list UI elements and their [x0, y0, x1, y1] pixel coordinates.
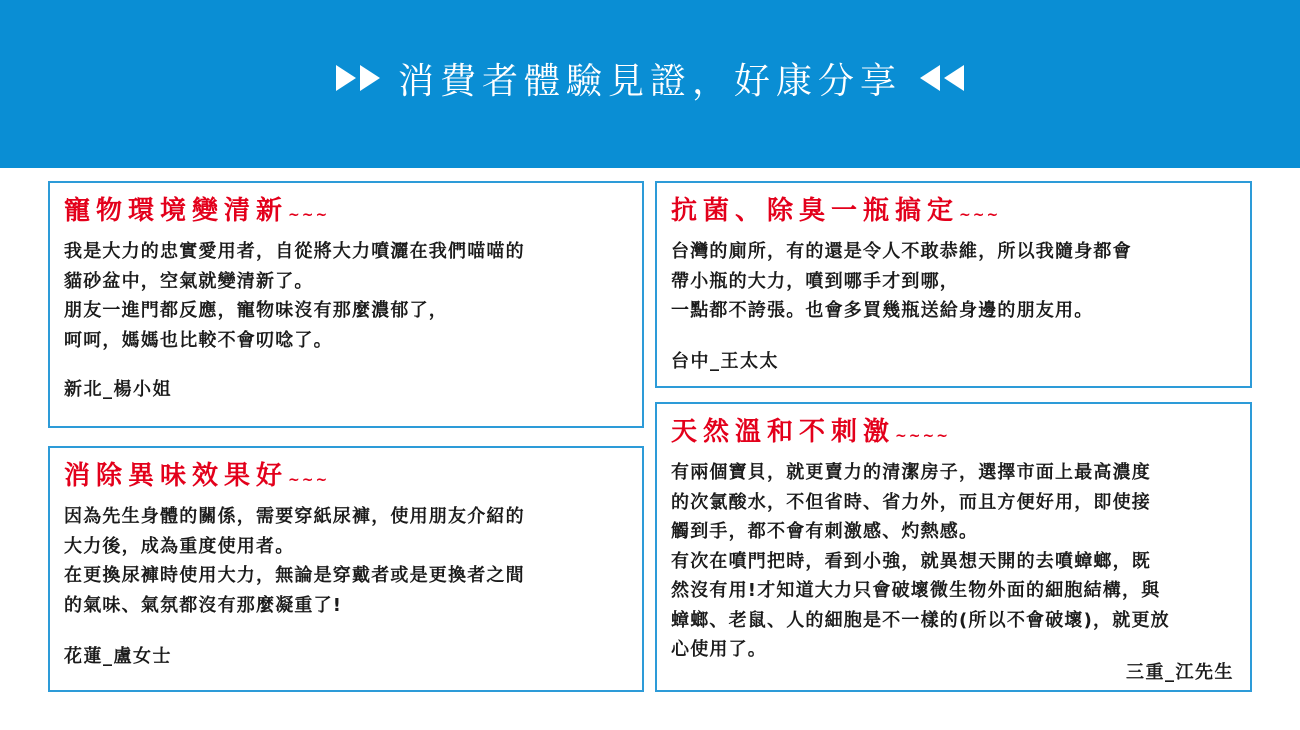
testimonial-signature: 新北_楊小姐: [64, 379, 172, 400]
testimonial-card: [655, 402, 1252, 692]
testimonial-line: 大力後，成為重度使用者。: [64, 535, 295, 557]
testimonial-line: 朋友一進門都反應，寵物味沒有那麼濃郁了，: [64, 300, 448, 321]
testimonial-line: 的氣味、氣氛都沒有那麼凝重了!: [64, 594, 343, 616]
page-title: 消費者體驗見證，好康分享: [397, 60, 902, 102]
testimonial-line: 一點都不誇張。也會多買幾瓶送給身邊的朋友用。: [671, 300, 1094, 321]
testimonial-signature: 花蓮_盧女士: [64, 646, 172, 667]
testimonial-title-text: 寵物環境變清新: [64, 196, 289, 226]
testimonial-title-text: 抗菌、除臭一瓶搞定: [671, 196, 960, 226]
testimonial-card: [48, 181, 644, 428]
testimonial-title: [64, 193, 628, 233]
testimonial-line: 我是大力的忠實愛用者，自從將大力噴灑在我們喵喵的: [64, 241, 525, 262]
double-triangle-right-icon: [336, 65, 380, 91]
testimonial-line: 心使用了。: [671, 639, 767, 660]
testimonial-card: [655, 181, 1252, 388]
testimonial-line: 呵呵，媽媽也比較不會叨唸了。: [64, 329, 333, 351]
testimonial-card: [48, 446, 644, 692]
testimonial-line: 帶小瓶的大力，噴到哪手才到哪，: [671, 270, 959, 292]
banner-content: [336, 53, 964, 104]
testimonial-title-text: 消除異味效果好: [64, 461, 289, 491]
header-banner: [0, 0, 1300, 168]
testimonial-line: 有次在噴門把時，看到小強，就異想天開的去噴蟑螂，既: [671, 550, 1151, 572]
testimonial-line: 蟑螂、老鼠、人的細胞是不一樣的(所以不會破壞)，就更放: [671, 609, 1170, 631]
testimonial-title: [671, 414, 1236, 454]
testimonial-title-text: 天然溫和不刺激: [671, 417, 896, 447]
testimonial-line: 台灣的廁所，有的還是令人不敢恭維，所以我隨身都會: [671, 241, 1132, 262]
testimonial-signature: 台中_王太太: [671, 351, 779, 372]
testimonial-line: 然沒有用!才知道大力只會破壞微生物外面的細胞結構，與: [671, 580, 1161, 601]
testimonial-signature: 三重_江先生: [1126, 662, 1234, 683]
double-triangle-left-icon: [920, 65, 964, 91]
testimonial-title: [671, 193, 1236, 233]
title-tilde: ~~~: [959, 207, 1001, 223]
testimonial-line: 因為先生身體的關係，需要穿紙尿褲，使用朋友介紹的: [64, 506, 525, 527]
testimonial-line: 觸到手，都不會有刺激感、灼熱感。: [671, 521, 979, 542]
title-tilde: ~~~: [288, 472, 330, 488]
title-tilde: ~~~~: [895, 428, 950, 444]
title-tilde: ~~~: [288, 207, 330, 223]
testimonial-line: 在更換尿褲時使用大力，無論是穿戴者或是更換者之間: [64, 565, 525, 586]
testimonial-line: 貓砂盆中，空氣就變清新了。: [64, 270, 314, 292]
testimonial-title: [64, 458, 628, 498]
testimonial-line: 的次氯酸水，不但省時、省力外，而且方便好用，即使接: [671, 491, 1151, 513]
testimonial-line: 有兩個寶貝，就更賣力的清潔房子，選擇市面上最高濃度: [671, 462, 1151, 483]
